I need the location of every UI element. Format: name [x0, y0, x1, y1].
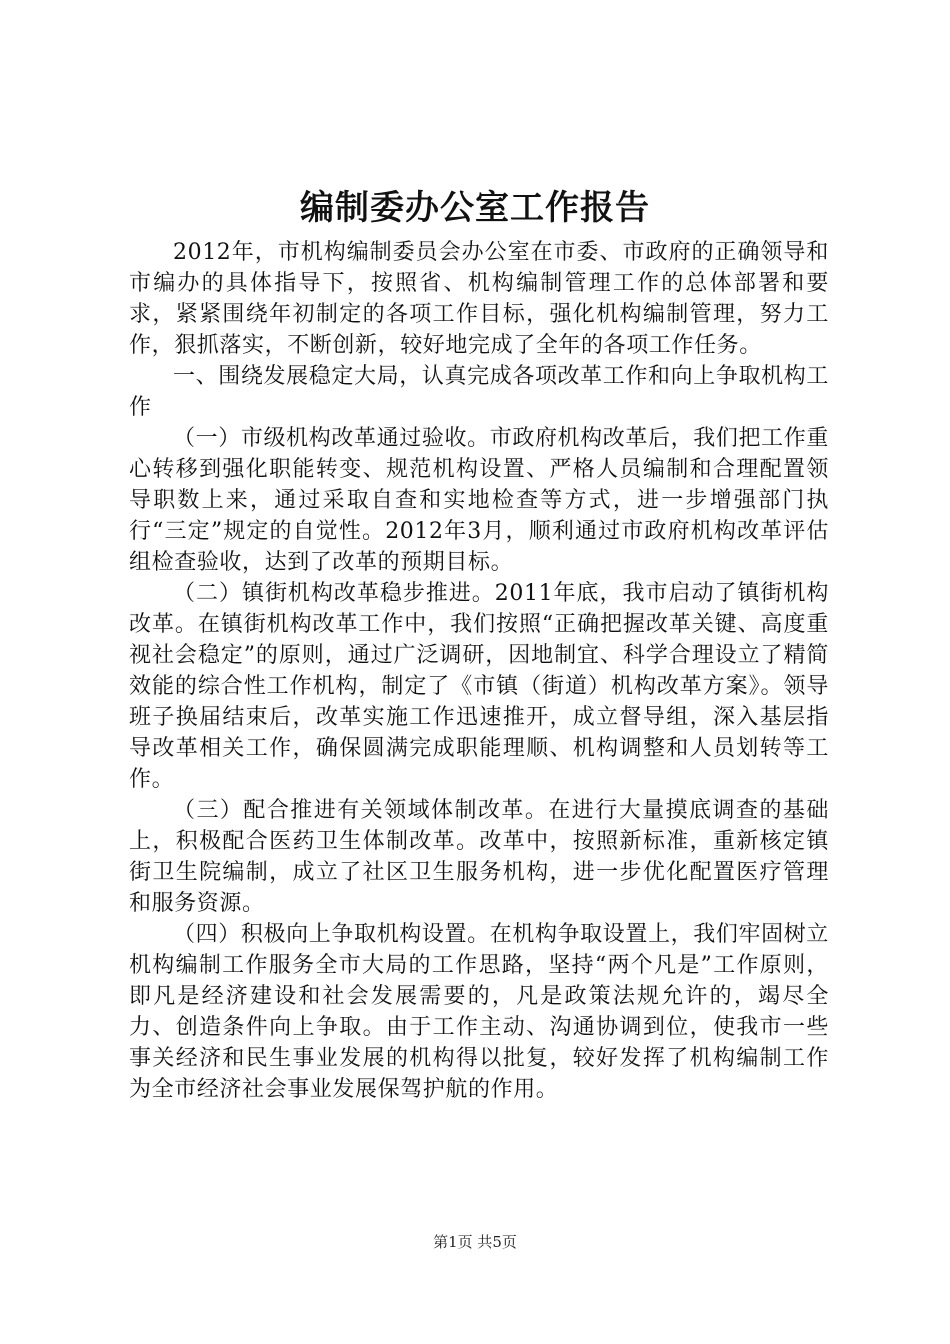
paragraph-item-4: （四）积极向上争取机构设置。在机构争取设置上，我们牢固树立机构编制工作服务全市大局的工作思路，坚持“两个凡是”工作原则，即凡是经济建设和社会发展需要的，凡是政策法规允许的，竭尽全力、创造条件向上争取。由于工作主动、沟通协调到位，使我市一些事关经济和民生事业发展的机构得以批复，较好发挥了机构编制工作为全市经济社会事业发展保驾护航的作用。 [129, 922, 829, 1102]
paragraph-item-2: （二）镇街机构改革稳步推进。2011年底，我市启动了镇街机构改革。在镇街机构改革工作中，我们按照“正确把握改革关键、高度重视社会稳定”的原则，通过广泛调研，因地制宜、科学合理设立了精简效能的综合性工作机构，制定了《市镇（街道）机构改革方案》。领导班子换届结束后，改革实施工作迅速推开，成立督导组，深入基层指导改革相关工作，确保圆满完成职能理顺、机构调整和人员划转等工作。 [129, 581, 829, 792]
paragraph-intro: 2012年，市机构编制委员会办公室在市委、市政府的正确领导和市编办的具体指导下，按照省、机构编制管理工作的总体部署和要求，紧紧围绕年初制定的各项工作目标，强化机构编制管理，努力工作，狠抓落实，不断创新，较好地完成了全年的各项工作任务。 [129, 240, 829, 358]
paragraph-item-3: （三）配合推进有关领域体制改革。在进行大量摸底调查的基础上，积极配合医药卫生体制改革。改革中，按照新标准，重新核定镇街卫生院编制，成立了社区卫生服务机构，进一步优化配置医疗管理和服务资源。 [129, 798, 829, 916]
document-title: 编制委办公室工作报告 [300, 188, 650, 228]
document-body [129, 237, 829, 1105]
paragraph-item-1: （一）市级机构改革通过验收。市政府机构改革后，我们把工作重心转移到强化职能转变、规范机构设置、严格人员编制和合理配置领导职数上来，通过采取自查和实地检查等方式，进一步增强部门执行“三定”规定的自觉性。2012年3月，顺利通过市政府机构改革评估组检查验收，达到了改革的预期目标。 [129, 426, 829, 575]
section-heading-1: 一、围绕发展稳定大局，认真完成各项改革工作和向上争取机构工作 [129, 364, 829, 420]
page-number-footer: 第1页 共5页 [433, 1233, 517, 1251]
